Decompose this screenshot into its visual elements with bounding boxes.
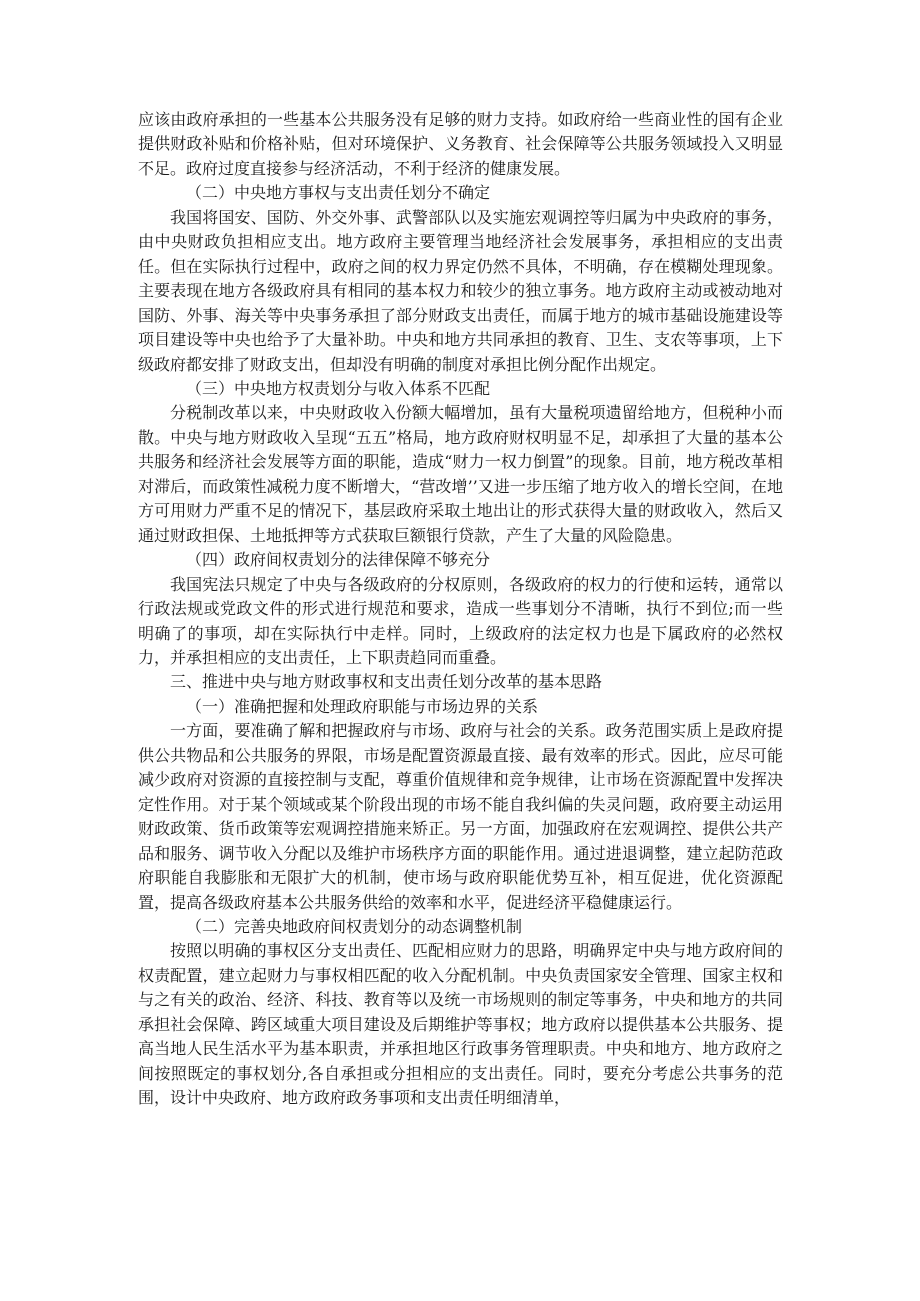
paragraph: 一方面，要准确了解和把握政府与市场、政府与社会的关系。政务范围实质上是政府提供公共物品和公共服务的界限，市场是配置资源最直接、最有效率的形式。因此，应尽可能减少政府对资源的直接控制与支配，尊重价值规律和竞争规律，让市场在资源配置中发挥决定性作用。对于某个领域或某个阶段出现的市场不能自我纠偏的失灵问题，政府要主动运用财政政策、货币政策等宏观调控措施来矫正。另一方面，加强政府在宏观调控、提供公共产品和服务、调节收入分配以及维护市场秩序方面的职能作用。通过进退调整，建立起防范政府职能自我膨胀和无限扩大的机制，使市场与政府职能优势互补，相互促进，优化资源配置，提高各级政府基本公共服务供给的效率和水平，促进经济平稳健康运行。 — [138, 721, 783, 912]
paragraph: 按照以明确的事权区分支出责任、匹配相应财力的思路，明确界定中央与地方政府间的权责配置，建立起财力与事权相匹配的收入分配机制。中央负责国家安全管理、国家主权和与之有关的政治、经济、科技、教育等以及统一市场规则的制定等事务，中央和地方的共同承担社会保障、跨区域重大项目建设及后期维护等事权；地方政府以提供基本公共服务、提高当地人民生活水平为基本职责，并承担地区行政事务管理职责。中央和地方、地方政府之间按照既定的事权划分,各自承担或分担相应的支出责任。同时，要充分考虑公共事务的范围，设计中央政府、地方政府政务事项和支出责任明细清单， — [138, 941, 783, 1108]
paragraph-continuation: 应该由政府承担的一些基本公共服务没有足够的财力支持。如政府给一些商业性的国有企业提供财政补贴和价格补贴，但对环境保护、义务教育、社会保障等公共服务领域投入又明显不足。政府过度直接参与经济活动，不利于经济的健康发展。 — [138, 110, 783, 178]
section-heading-3: （三）中央地方权责划分与收入体系不匹配 — [186, 378, 491, 398]
section-heading-4: （四）政府间权责划分的法律保障不够充分 — [186, 550, 491, 570]
section-heading-2b: （二）完善央地政府间权责划分的动态调整机制 — [186, 916, 523, 936]
chapter-heading-3: 三、推进中央与地方财政事权和支出责任划分改革的基本思路 — [170, 672, 603, 692]
paragraph: 我国将国安、国防、外交外事、武警部队以及实施宏观调控等归属为中央政府的事务，由中央财政负担相应支出。地方政府主要管理当地经济社会发展事务，承担相应的支出责任。但在实际执行过程中，政府之间的权力界定仍然不具体，不明确，存在模糊处理现象。主要表现在地方各级政府具有相同的基本权力和较少的独立事务。地方政府主动或被动地对国防、外事、海关等中央事务承担了部分财政支出责任，而属于地方的城市基础设施建设等项目建设等中央也给予了大量补助。中央和地方共同承担的教育、卫生、支农等事项，上下级政府都安排了财政支出，但却没有明确的制度对承担比例分配作出规定。 — [138, 207, 783, 374]
paragraph: 我国宪法只规定了中央与各级政府的分权原则，各级政府的权力的行使和运转，通常以行政法规或党政文件的形式进行规范和要求，造成一些事划分不清晰，执行不到位;而一些明确了的事项，却在实际执行中走样。同时，上级政府的法定权力也是下属政府的必然权力，并承担相应的支出责任，上下职责趋同而重叠。 — [138, 574, 783, 667]
section-heading-1: （一）准确把握和处理政府职能与市场边界的关系 — [186, 696, 539, 716]
section-heading-2: （二）中央地方事权与支出责任划分不确定 — [186, 183, 491, 203]
paragraph: 分税制改革以来，中央财政收入份额大幅增加，虽有大量税项遗留给地方，但税种小而散。中央与地方财政收入呈现“五五”格局，地方政府财权明显不足，却承担了大量的基本公共服务和经济社会发展等方面的职能，造成“财力一权力倒置”的现象。目前，地方税改革相对滞后，而政策性减税力度不断增大，“营改增’’又进一步压缩了地方收入的增长空间，在地方可用财力严重不足的情况下，基层政府采取土地出让的形式获得大量的财政收入，然后又通过财政担保、土地抵押等方式获取巨额银行贷款，产生了大量的风险隐患。 — [138, 403, 783, 545]
document-page — [138, 108, 783, 1111]
